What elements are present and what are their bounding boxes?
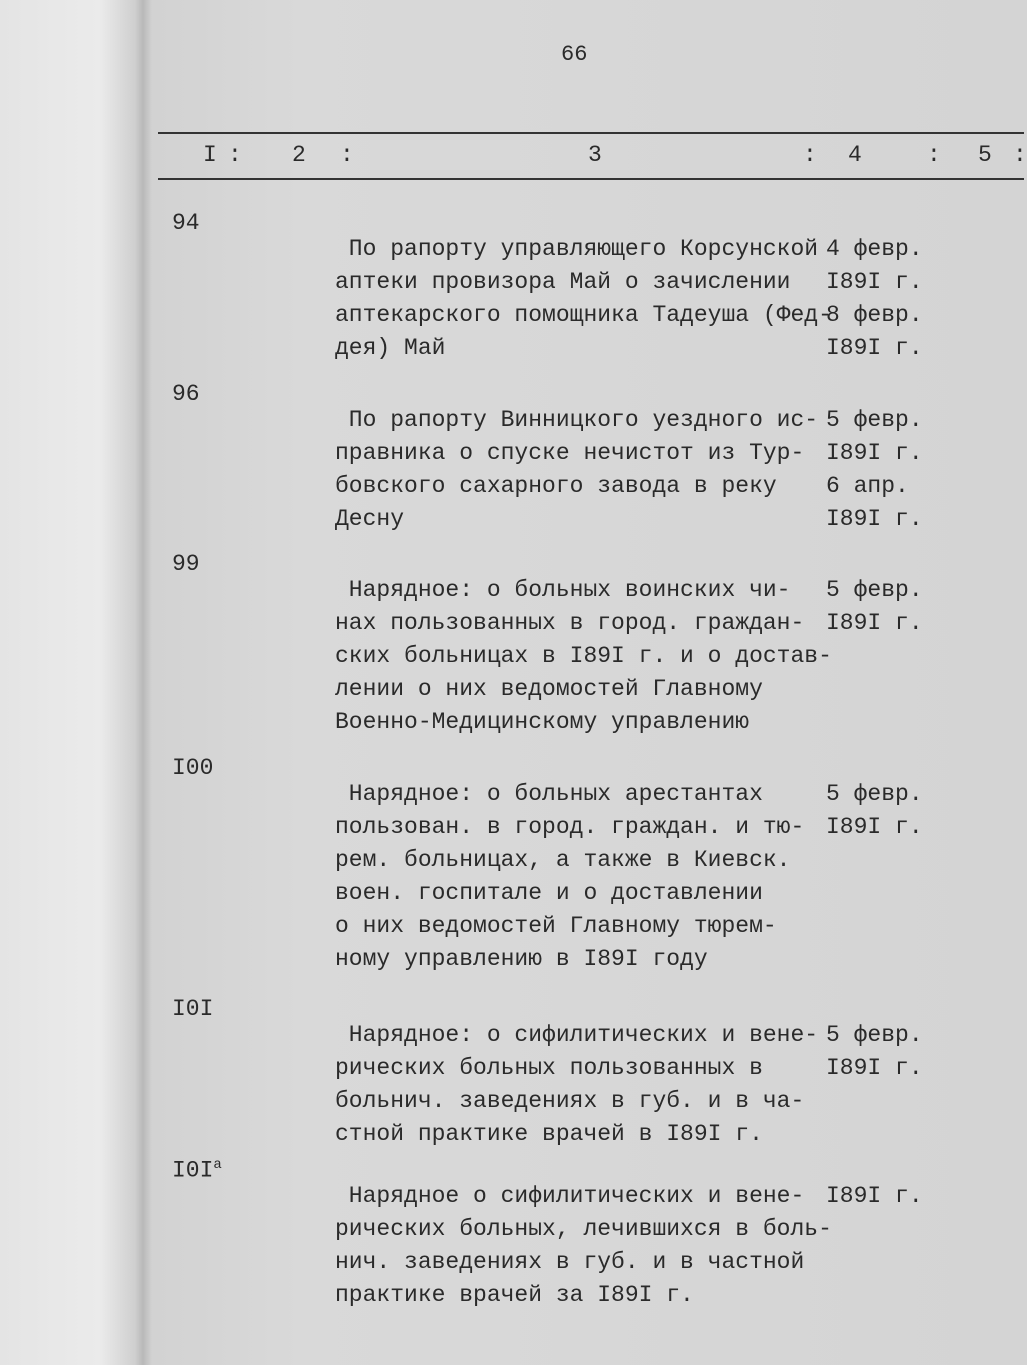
record-description-line: рических больных пользованных в [335, 1055, 763, 1081]
record-description-line: больнич. заведениях в губ. и в ча- [335, 1088, 805, 1114]
record-description-line: Нарядное: о больных воинских чи- [335, 577, 791, 603]
record-line [0, 210, 1024, 262]
record-date: I89I г. [826, 269, 923, 295]
record-description-line: рем. больницах, а также в Киевск. [335, 847, 791, 873]
record-number-text: 99 [172, 551, 200, 577]
record-date: 5 февр. [826, 1022, 923, 1048]
record-line [0, 309, 1024, 361]
record-date: I89I г. [826, 1183, 923, 1209]
column-header-4: 4 [848, 142, 862, 168]
record-line [0, 1190, 1024, 1242]
record-date: I89I г. [826, 506, 923, 532]
record-description-line: правника о спуске нечистот из Тур- [335, 440, 805, 466]
record-line [0, 996, 1024, 1048]
record-number-text: 96 [172, 381, 200, 407]
record-number-text: I0I [172, 1157, 214, 1184]
record-date: 8 февр. [826, 302, 923, 328]
page-number: 66 [561, 42, 588, 67]
record-line [0, 1223, 1024, 1275]
record-description-line: По рапорту управляющего Корсунской [335, 236, 819, 262]
record-description-line: нич. заведениях в губ. и в частной [335, 1249, 805, 1275]
record-line [0, 1029, 1024, 1081]
record-description-line: нах пользованных в город. граждан- [335, 610, 805, 636]
record-description-line: рических больных, лечившихся в боль- [335, 1216, 832, 1242]
record-line [0, 381, 1024, 433]
record-description-line: пользован. в город. граждан. и тю- [335, 814, 805, 840]
record-line [0, 1095, 1024, 1147]
record-date: I89I г. [826, 1055, 923, 1081]
record-line [0, 414, 1024, 466]
record-description-line: бовского сахарного завода в реку [335, 473, 777, 499]
record-description-line: Нарядное о сифилитических и вене- [335, 1183, 805, 1209]
column-separator: : [340, 142, 354, 168]
record-description-line: стной практике врачей в I89I г. [335, 1121, 763, 1147]
record-date: I89I г. [826, 610, 923, 636]
record-description-line: воен. госпитале и о доставлении [335, 880, 763, 906]
record-line [0, 243, 1024, 295]
column-header-5: 5 [978, 142, 992, 168]
record-description-line: По рапорту Винницкого уездного ис- [335, 407, 819, 433]
column-separator: : [927, 142, 941, 168]
record-date: I89I г. [826, 335, 923, 361]
record-line [0, 854, 1024, 906]
column-header-1: I [203, 142, 217, 168]
record-number-text: I0I [172, 996, 214, 1022]
record-description-line: Десну [335, 506, 405, 532]
record-line [0, 447, 1024, 499]
record-number-superscript: а [213, 1157, 222, 1173]
record-description-line: дея) Май [335, 335, 446, 361]
record-line [0, 788, 1024, 840]
record-description-line: аптекарского помощника Тадеуша (Фед- [335, 302, 832, 328]
record-description-line: о них ведомостей Главному тюрем- [335, 913, 777, 939]
column-separator: : [1013, 142, 1027, 168]
column-header-3: 3 [588, 142, 602, 168]
record-description-line: ских больницах в I89I г. и о достав- [335, 643, 832, 669]
record-description-line: лении о них ведомостей Главному [335, 676, 763, 702]
record-line [0, 821, 1024, 873]
record-line [0, 551, 1024, 603]
record-date: I89I г. [826, 440, 923, 466]
record-line [0, 683, 1024, 735]
record-line [0, 887, 1024, 939]
record-line [0, 1256, 1024, 1308]
column-header-2: 2 [292, 142, 306, 168]
column-separator: : [228, 142, 242, 168]
record-description-line: аптеки провизора Май о зачислении [335, 269, 791, 295]
record-date: 5 февр. [826, 577, 923, 603]
record-line [0, 617, 1024, 669]
record-line [0, 1062, 1024, 1114]
record-number-text: 94 [172, 210, 200, 236]
record-description-line: ному управлению в I89I году [335, 946, 708, 972]
record-date: 4 февр. [826, 236, 923, 262]
record-date: 6 апр. [826, 473, 909, 499]
record-description-line: Военно-Медицинскому управлению [335, 709, 750, 735]
column-separator: : [803, 142, 817, 168]
record-line [0, 276, 1024, 328]
record-line [0, 1157, 1024, 1209]
record-description-line: Нарядное: о больных арестантах [335, 781, 763, 807]
record-line [0, 650, 1024, 702]
record-line [0, 480, 1024, 532]
record-description-line: Нарядное: о сифилитических и вене- [335, 1022, 819, 1048]
record-line [0, 920, 1024, 972]
header-top-rule [158, 132, 1024, 134]
record-date: 5 февр. [826, 407, 923, 433]
record-number-text: I00 [172, 755, 214, 781]
record-line [0, 584, 1024, 636]
record-description-line: практике врачей за I89I г. [335, 1282, 694, 1308]
header-bottom-rule [158, 178, 1024, 180]
record-date: I89I г. [826, 814, 923, 840]
record-date: 5 февр. [826, 781, 923, 807]
record-line [0, 755, 1024, 807]
